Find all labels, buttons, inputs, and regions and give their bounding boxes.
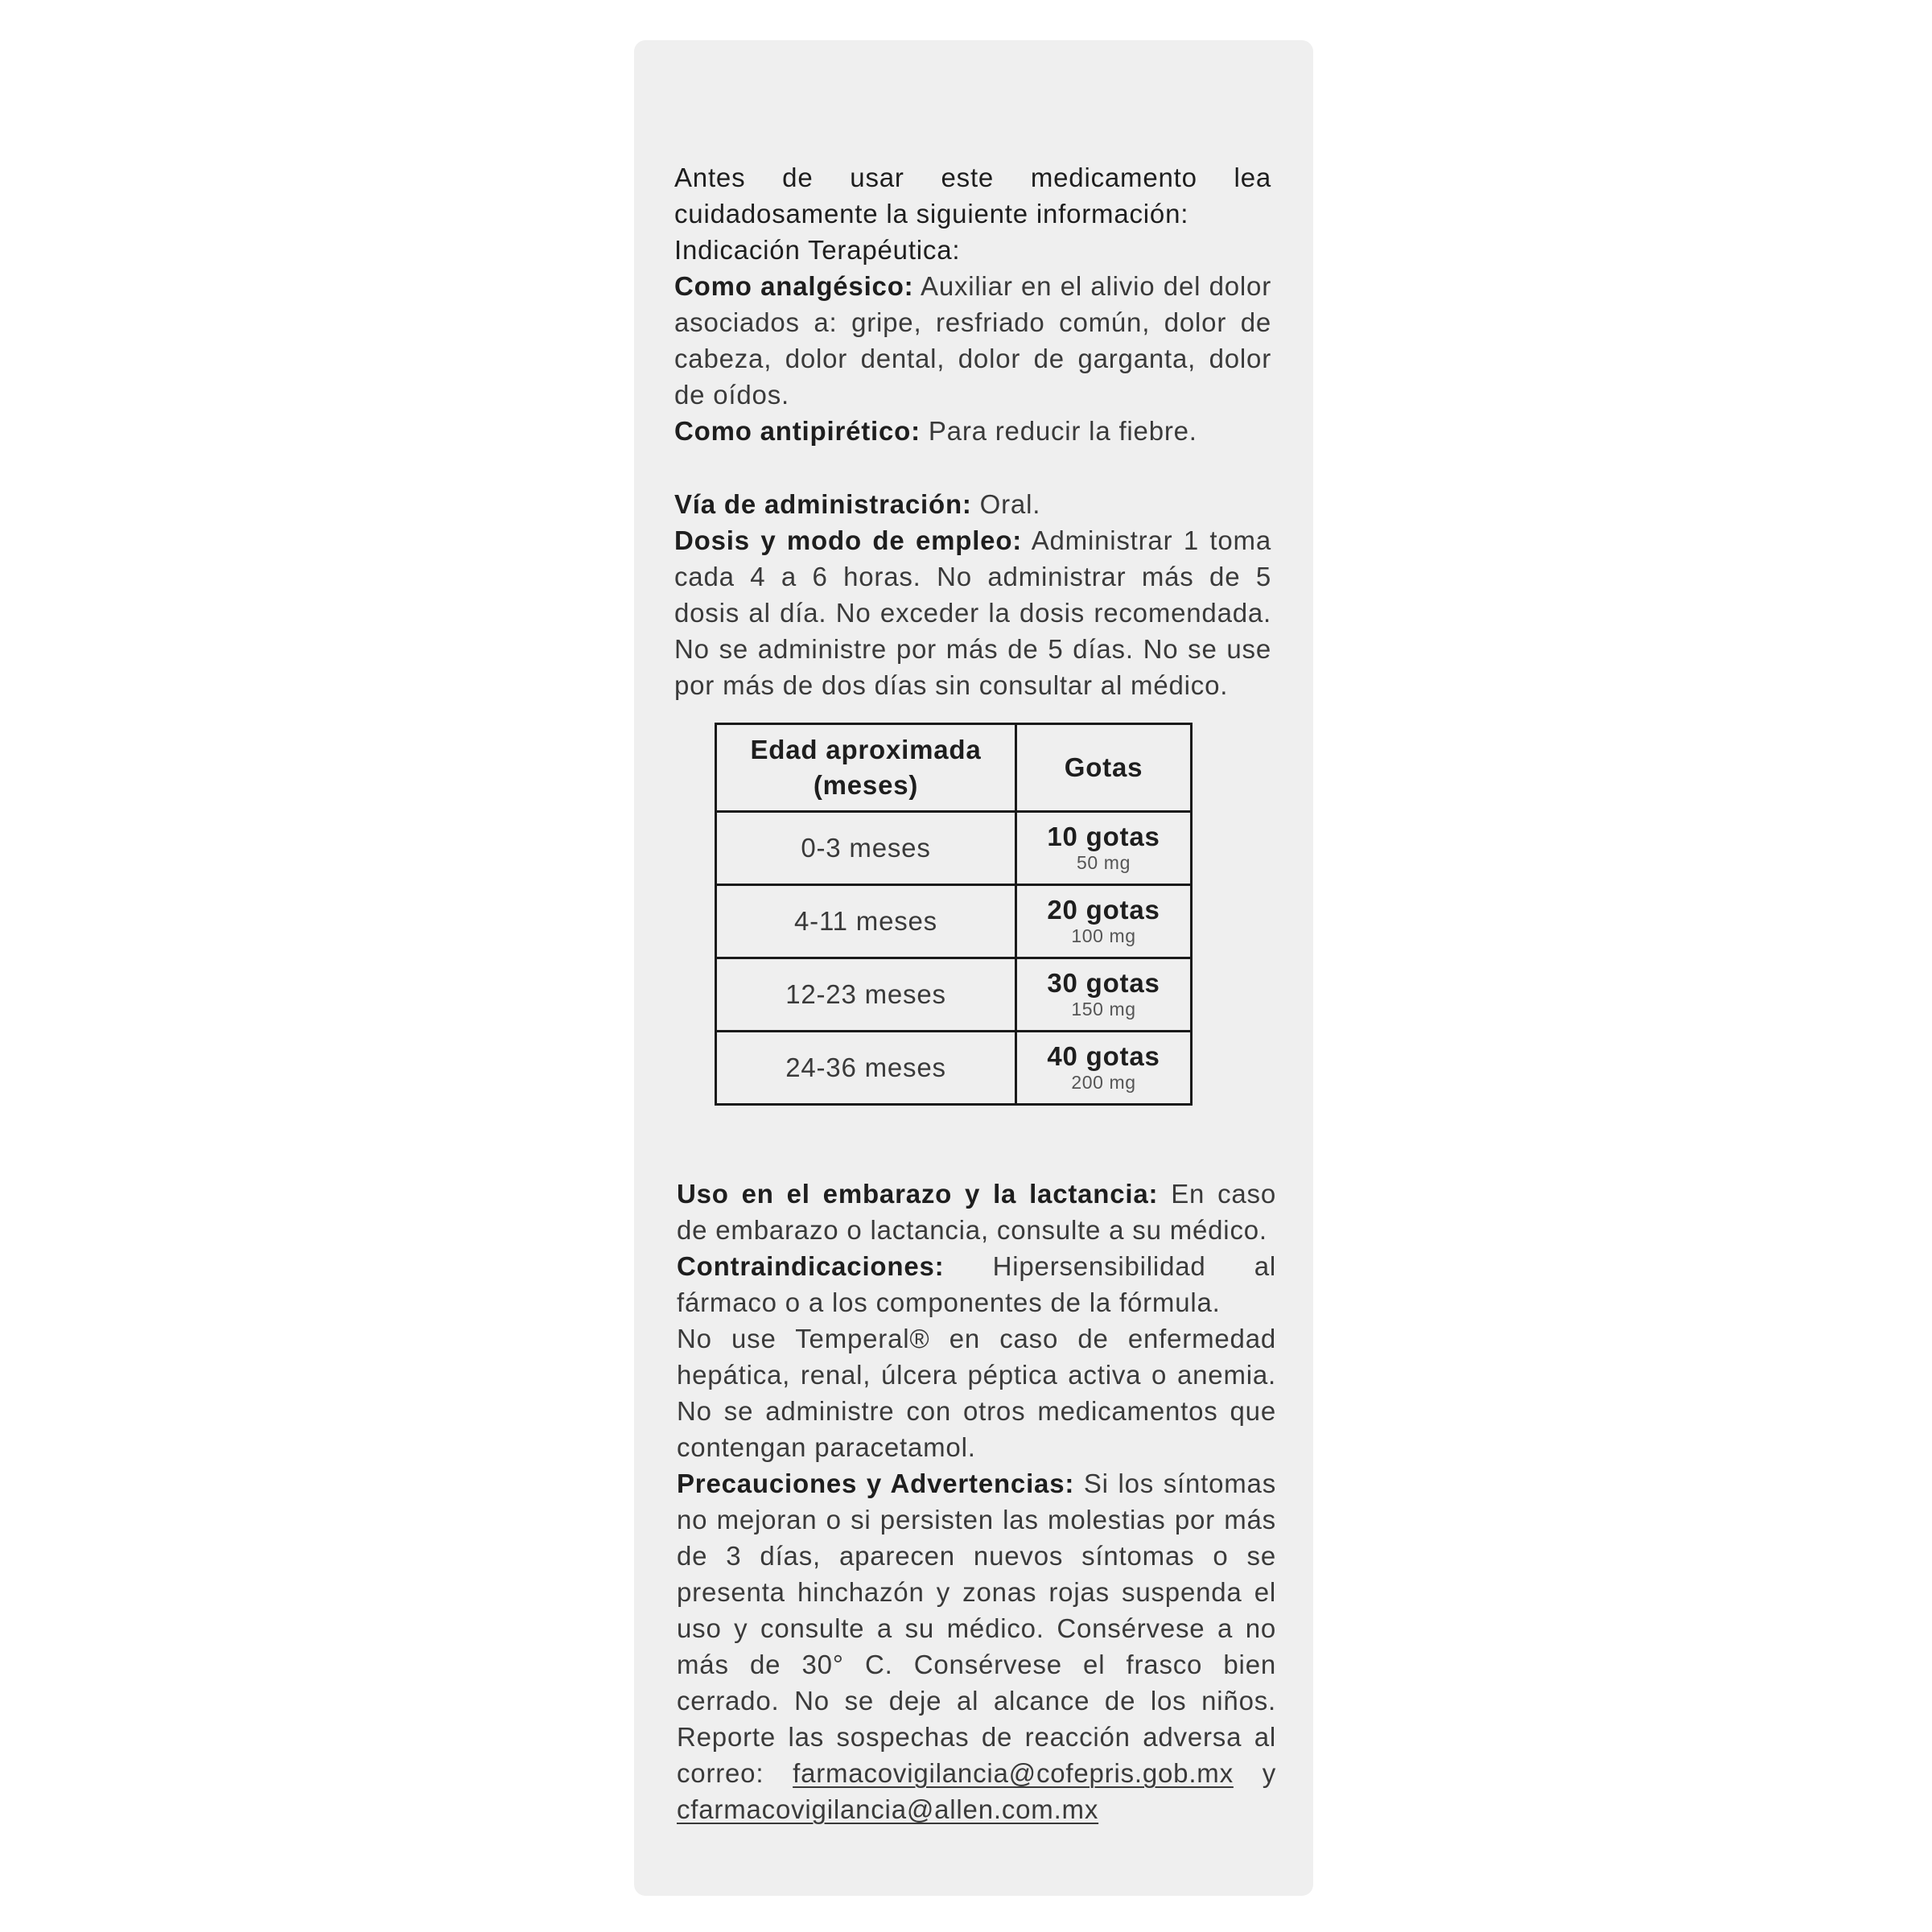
age-cell: 4-11 meses bbox=[716, 885, 1016, 958]
contraindications-paragraph bbox=[677, 1248, 1276, 1320]
route-paragraph bbox=[674, 486, 1271, 522]
precautions-text: Si los síntomas no mejoran o si persisten las molestias por más de 3 días, aparecen nuevos síntomas o se presenta hinchazón y zonas rojas suspenda el uso y consulte a su médico. Consérvese a no más de 30° C. Consérvese el frasco bien cerrado. No se deje al alcance de los niños. Reporte las sospechas de reacción adversa al correo: bbox=[677, 1469, 1277, 1788]
age-cell: 24-36 meses bbox=[716, 1032, 1016, 1105]
route-label: Vía de administración: bbox=[674, 489, 972, 519]
email-conjunction: y bbox=[1262, 1758, 1276, 1788]
usage-warning: Antes de usar este medicamento lea cuidadosamente la siguiente información: bbox=[674, 163, 1271, 229]
analgesic-paragraph bbox=[674, 268, 1271, 413]
table-row bbox=[716, 812, 1192, 885]
mg-value: 150 mg bbox=[1071, 999, 1136, 1020]
email-link-allen[interactable]: cfarmacovigilancia@allen.com.mx bbox=[677, 1794, 1099, 1824]
pregnancy-label: Uso en el embarazo y la lactancia: bbox=[677, 1179, 1159, 1209]
drops-value: 30 gotas bbox=[1047, 968, 1160, 998]
drops-value: 10 gotas bbox=[1047, 822, 1160, 851]
email-link-cofepris[interactable]: farmacovigilancia@cofepris.gob.mx bbox=[793, 1758, 1234, 1788]
drops-value: 20 gotas bbox=[1047, 895, 1160, 925]
dosage-table bbox=[715, 723, 1193, 1106]
drops-value: 40 gotas bbox=[1047, 1041, 1160, 1071]
header-age: Edad aproximada (meses) bbox=[716, 724, 1016, 812]
indication-heading: Indicación Terapéutica: bbox=[674, 235, 961, 265]
age-cell: 0-3 meses bbox=[716, 812, 1016, 885]
precautions-paragraph bbox=[677, 1465, 1276, 1827]
contraindications-label: Contraindicaciones: bbox=[677, 1251, 945, 1281]
drops-cell bbox=[1016, 958, 1192, 1032]
table-row bbox=[716, 1032, 1192, 1105]
precautions-label: Precauciones y Advertencias: bbox=[677, 1469, 1075, 1498]
analgesic-text: Auxiliar en el alivio del dolor asociados a: gripe, resfriado común, dolor de cabeza, dolor dental, dolor de garganta, dolor de oídos. bbox=[674, 271, 1271, 410]
leaflet-panel bbox=[634, 40, 1313, 1896]
analgesic-label: Como analgésico: bbox=[674, 271, 914, 301]
mg-value: 200 mg bbox=[1071, 1072, 1136, 1093]
table-row bbox=[716, 885, 1192, 958]
no-use-paragraph: No use Temperal® en caso de enfermedad hepática, renal, úlcera péptica activa o anemia. No se administre con otros medicamentos que contengan paracetamol. bbox=[677, 1324, 1276, 1462]
dosage-table-header bbox=[716, 724, 1192, 812]
antipyretic-paragraph bbox=[674, 413, 1271, 449]
pregnancy-paragraph bbox=[677, 1176, 1276, 1248]
pregnancy-text: En caso de embarazo o lactancia, consulte a su médico. bbox=[677, 1179, 1276, 1245]
route-text: Oral. bbox=[971, 489, 1041, 519]
drops-cell bbox=[1016, 885, 1192, 958]
drops-cell bbox=[1016, 1032, 1192, 1105]
antipyretic-text: Para reducir la fiebre. bbox=[920, 416, 1197, 446]
header-drops: Gotas bbox=[1016, 724, 1192, 812]
mg-value: 50 mg bbox=[1077, 852, 1131, 873]
table-row bbox=[716, 958, 1192, 1032]
age-cell: 12-23 meses bbox=[716, 958, 1016, 1032]
administration-section bbox=[674, 486, 1271, 703]
contraindications-text: Hipersensibilidad al fármaco o a los componentes de la fórmula. bbox=[677, 1251, 1276, 1317]
dosage-paragraph bbox=[674, 522, 1271, 703]
warnings-section bbox=[677, 1176, 1276, 1827]
indication-section bbox=[674, 159, 1271, 449]
mg-value: 100 mg bbox=[1071, 925, 1136, 946]
drops-cell bbox=[1016, 812, 1192, 885]
dosage-label: Dosis y modo de empleo: bbox=[674, 525, 1023, 555]
dosage-text: Administrar 1 toma cada 4 a 6 horas. No administrar más de 5 dosis al día. No exceder la dosis recomendada. No se administre por más de 5 días. No se use por más de dos días sin consultar al médico. bbox=[674, 525, 1271, 700]
antipyretic-label: Como antipirético: bbox=[674, 416, 921, 446]
